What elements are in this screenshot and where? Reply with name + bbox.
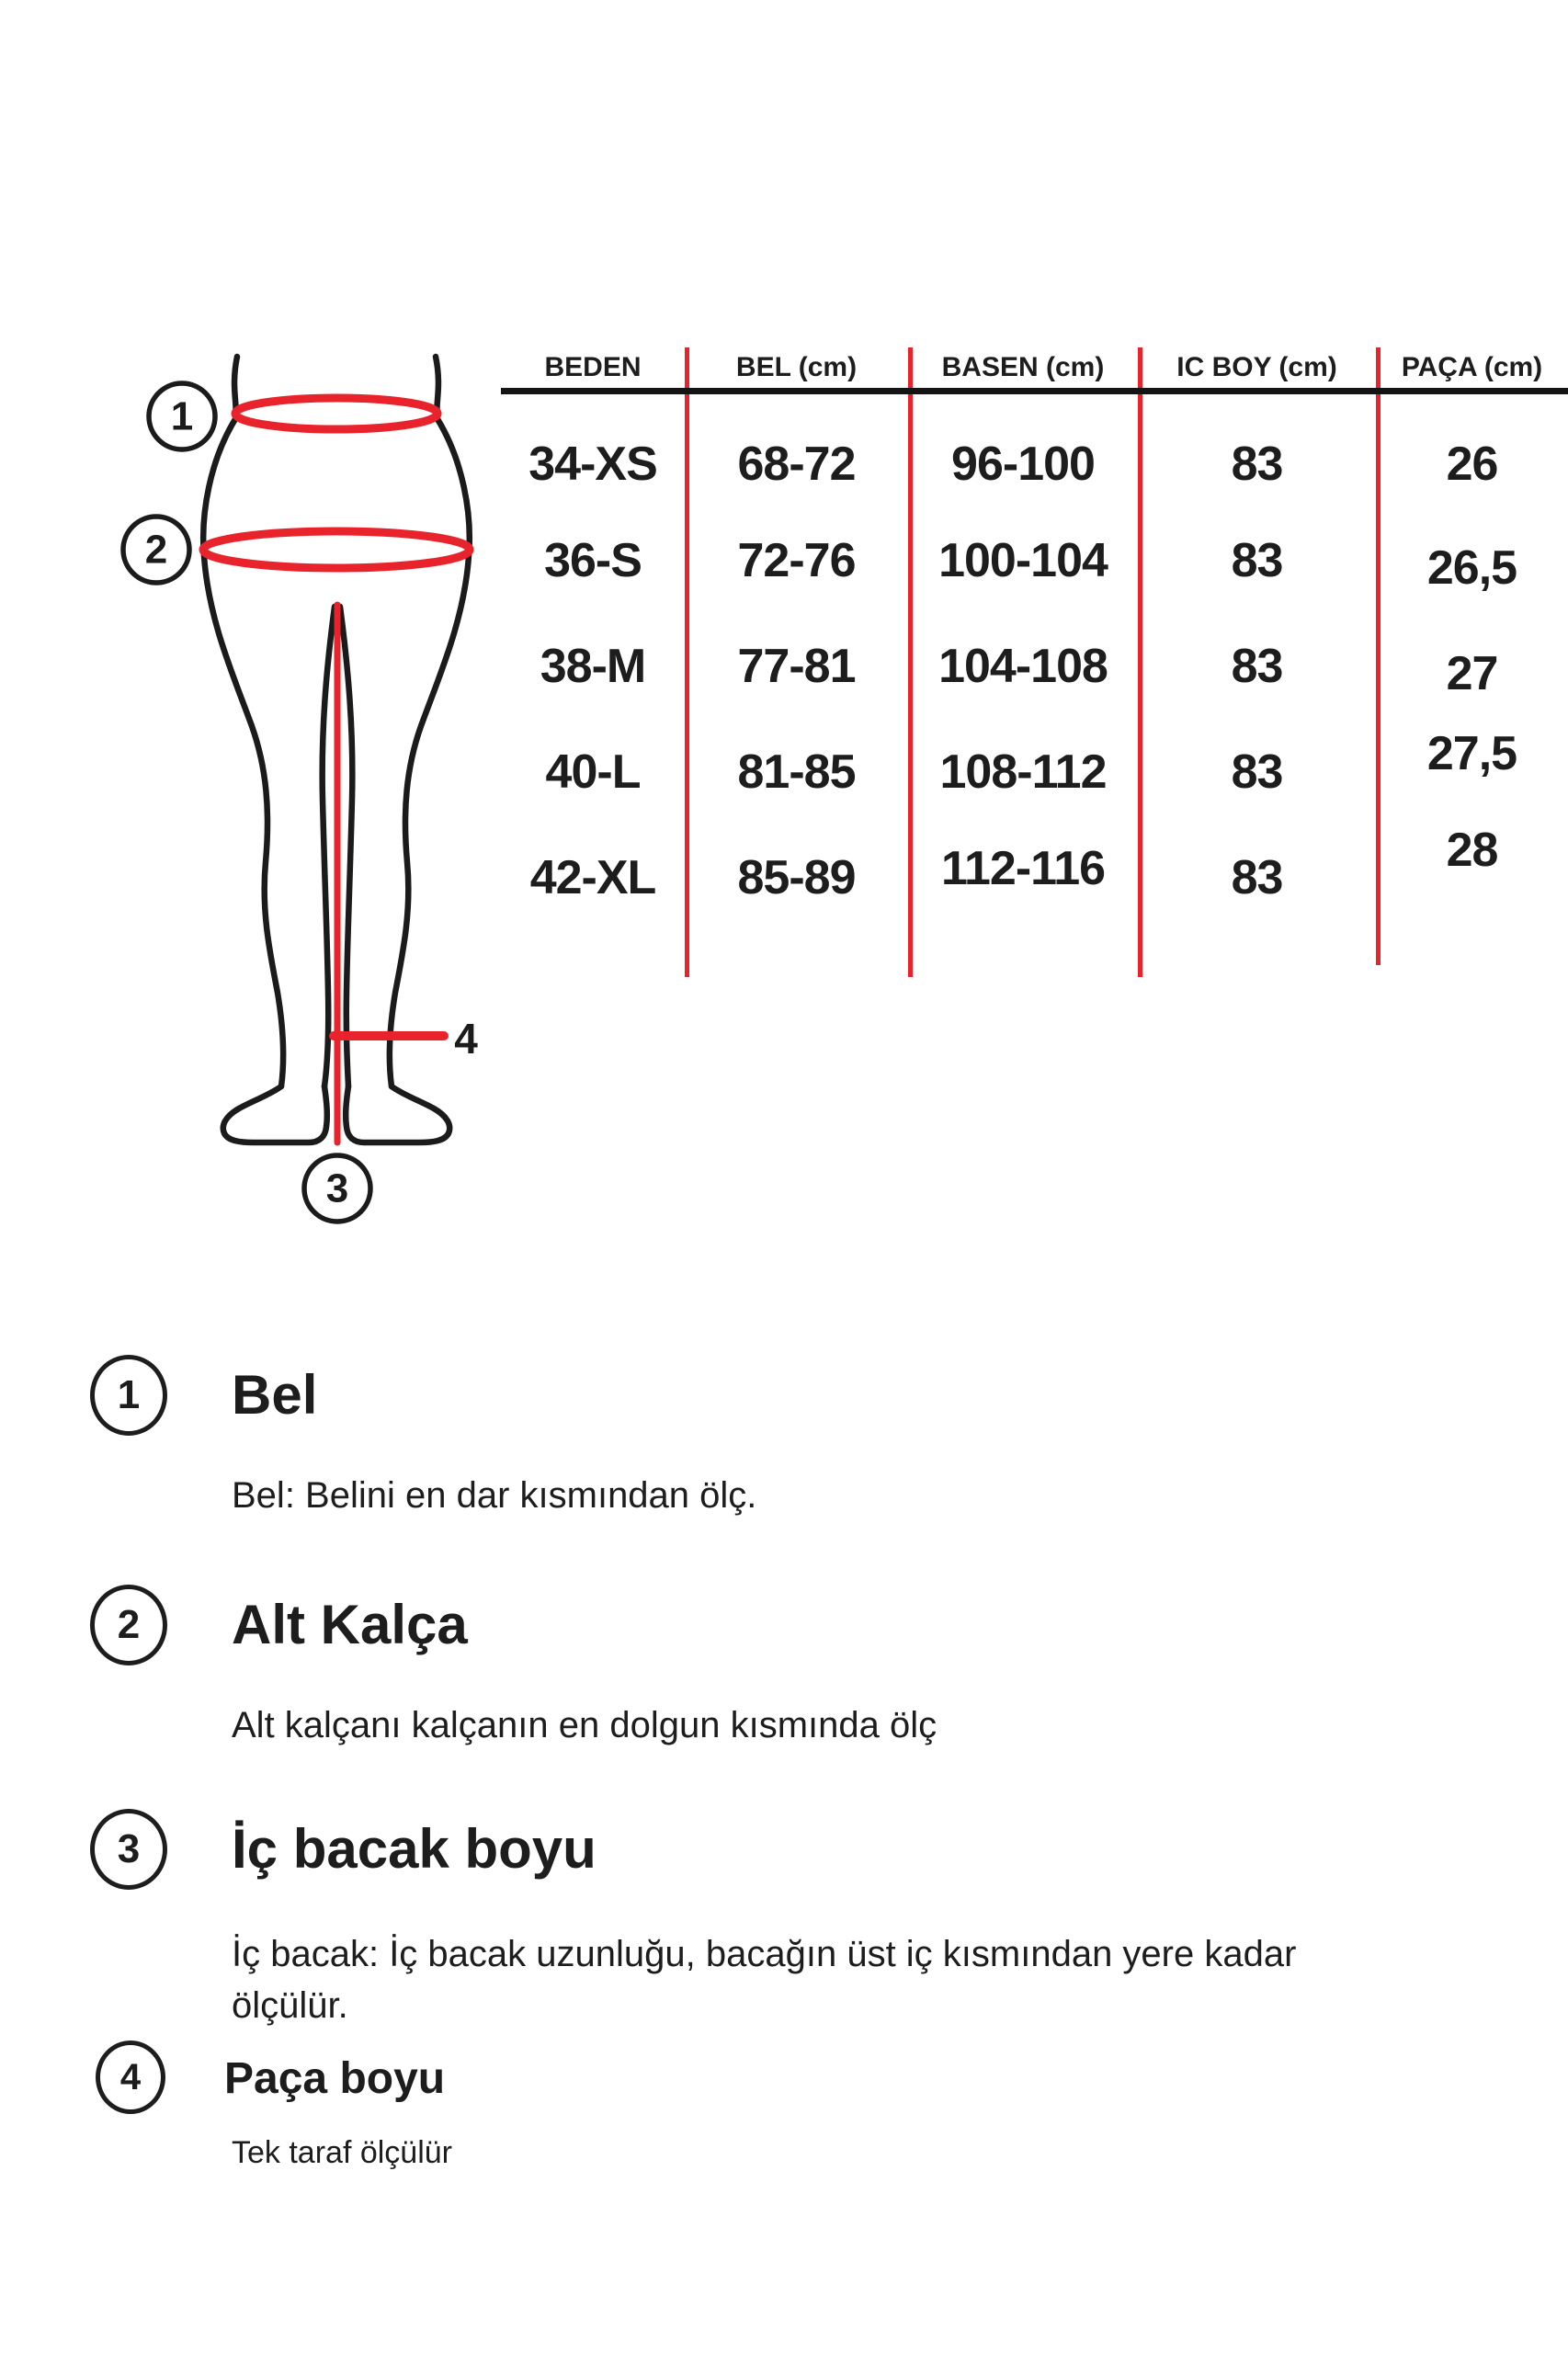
paca-cell: 26	[1446, 438, 1498, 491]
size-cell: 42-XL	[529, 851, 656, 904]
basen-cell: 100-104	[938, 534, 1108, 587]
marker-4-label: 4	[454, 1015, 478, 1063]
size-cell: 38-M	[540, 640, 646, 693]
table-row	[501, 826, 1568, 929]
section-2-description: Alt kalçanı kalçanın en dolgun kısmında ölç	[232, 1705, 937, 1745]
icboy-cell: 83	[1231, 851, 1283, 904]
column-header: BASEN (cm)	[941, 352, 1105, 382]
size-cell: 36-S	[544, 534, 642, 587]
table-row	[501, 413, 1568, 516]
column-header: IC BOY (cm)	[1176, 352, 1337, 382]
icboy-cell: 83	[1231, 534, 1283, 587]
section-2-title: Alt Kalça	[232, 1594, 468, 1655]
section-4-title: Paça boyu	[224, 2054, 446, 2103]
icboy-cell: 83	[1231, 438, 1283, 491]
paca-cell: 26,5	[1426, 541, 1517, 595]
section-number: 3	[117, 1826, 141, 1871]
basen-cell: 108-112	[939, 745, 1107, 799]
section-3-title: İç bacak boyu	[232, 1818, 597, 1880]
bel-cell: 77-81	[737, 640, 856, 693]
pants-measurement-diagram	[55, 303, 515, 1268]
section-number: 4	[119, 2056, 142, 2097]
column-header: PAÇA (cm)	[1401, 352, 1543, 382]
hip-measure-ellipse	[203, 531, 470, 568]
basen-cell: 112-116	[940, 842, 1106, 895]
diagram-markers	[123, 383, 478, 1222]
section-3-description: İç bacak: İç bacak uzunluğu, bacağın üst iç kısmından yere kadar ölçülür.	[232, 1934, 1297, 2026]
column-header: BEDEN	[544, 352, 642, 382]
marker-3-label: 3	[325, 1165, 349, 1211]
section-2-number-badge	[90, 1585, 167, 1665]
bel-cell: 72-76	[737, 534, 856, 587]
section-4-description: Tek taraf ölçülür	[232, 2135, 452, 2170]
section-1-number-badge	[90, 1355, 167, 1436]
size-cell: 40-L	[545, 745, 641, 799]
section-number: 1	[117, 1372, 141, 1417]
section-1-description: Bel: Belini en dar kısmından ölç.	[232, 1475, 757, 1516]
bel-cell: 85-89	[737, 851, 856, 904]
basen-cell: 96-100	[951, 438, 1095, 491]
right-foot	[346, 1086, 449, 1142]
icboy-cell: 83	[1231, 640, 1283, 693]
section-3-number-badge	[90, 1809, 167, 1890]
size-table	[501, 345, 1568, 988]
basen-cell: 104-108	[938, 640, 1108, 693]
table-header-row	[501, 345, 1568, 391]
bel-cell: 81-85	[737, 745, 856, 799]
column-header: BEL (cm)	[735, 352, 858, 382]
icboy-cell: 83	[1231, 745, 1283, 799]
left-foot	[223, 1086, 327, 1142]
table-row	[501, 509, 1568, 612]
size-cell: 34-XS	[528, 438, 657, 491]
waist-measure-ellipse	[235, 398, 437, 429]
paca-cell: 27	[1446, 647, 1498, 700]
paca-cell: 27,5	[1426, 727, 1517, 780]
section-1-title: Bel	[232, 1364, 318, 1426]
marker-1-label: 1	[170, 393, 194, 439]
bel-cell: 68-72	[737, 438, 856, 491]
section-number: 2	[117, 1602, 141, 1647]
section-4-number-badge	[96, 2040, 165, 2114]
paca-cell: 28	[1446, 824, 1498, 877]
marker-2-label: 2	[144, 527, 168, 573]
